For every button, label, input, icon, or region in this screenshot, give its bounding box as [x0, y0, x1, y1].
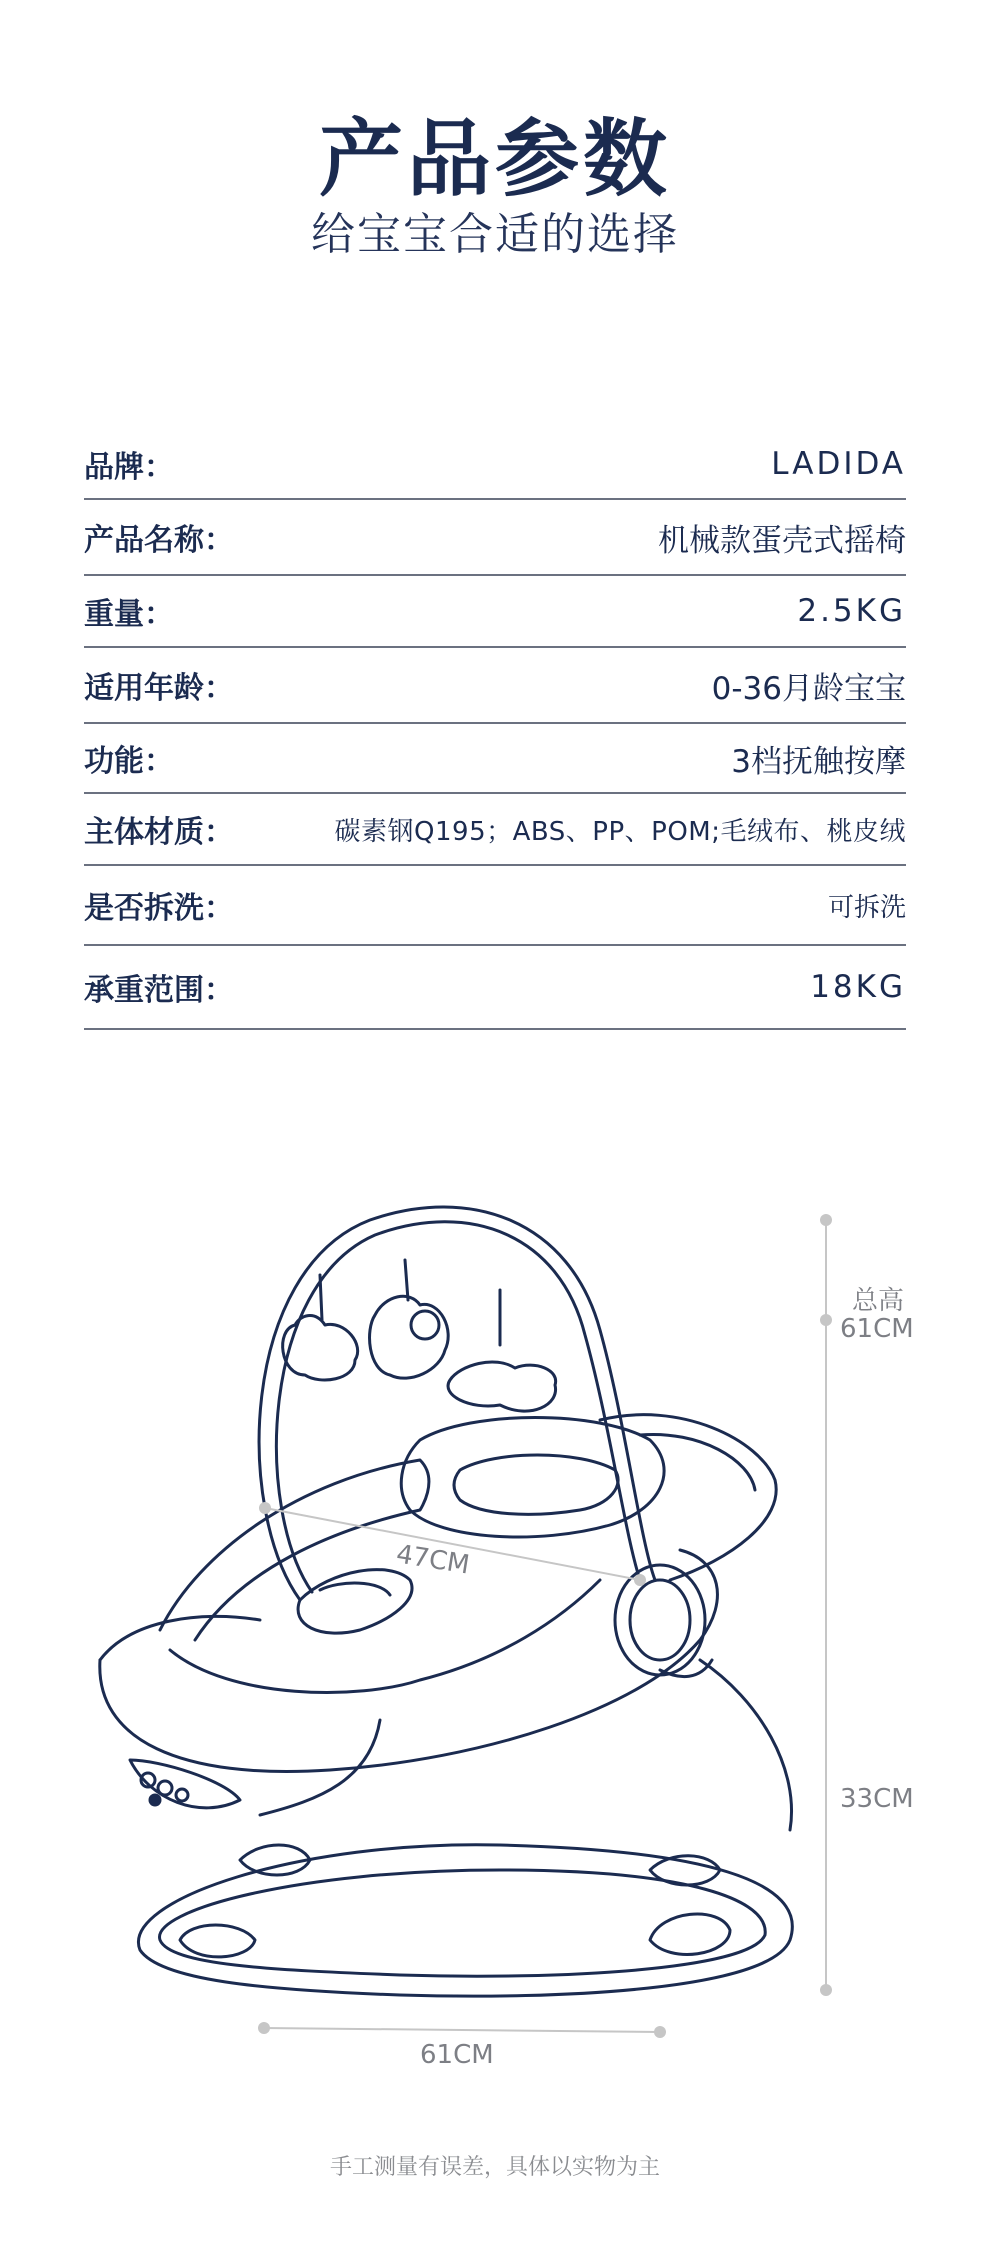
spec-value: 2.5KG	[797, 593, 906, 629]
spec-label: 重量：	[84, 597, 174, 632]
spec-row-material	[84, 794, 906, 866]
spec-row-age	[84, 648, 906, 724]
total-height-label: 总高	[852, 1286, 905, 1316]
spec-row-function	[84, 724, 906, 794]
spec-value: 机械款蛋壳式摇椅	[658, 522, 906, 559]
page-title: 产品参数	[318, 110, 671, 208]
page-subtitle: 给宝宝合适的选择	[311, 209, 679, 260]
footnote: 手工测量有误差，具体以实物为主	[329, 2155, 660, 2180]
spec-value: 18KG	[810, 969, 906, 1005]
spec-label: 品牌：	[84, 450, 174, 485]
seat-height-value: 33CM	[840, 1784, 914, 1814]
spec-row-load	[84, 946, 906, 1030]
spec-row-product-name	[84, 500, 906, 576]
spec-label: 适用年龄：	[84, 671, 234, 706]
spec-table	[84, 430, 906, 1030]
spec-value: 3档抚触按摩	[731, 743, 906, 780]
spec-row-washable	[84, 866, 906, 946]
base-width-value: 61CM	[420, 2040, 494, 2070]
seat-width-value: 47CM	[394, 1539, 472, 1581]
spec-value: 碳素钢Q195；ABS、PP、POM;毛绒布、桃皮绒	[334, 816, 906, 847]
total-height-value: 61CM	[840, 1314, 914, 1344]
spec-label: 主体材质：	[84, 815, 234, 850]
spec-value: 可拆洗	[827, 892, 906, 923]
spec-label: 功能：	[84, 744, 174, 779]
spec-value: LADIDA	[771, 446, 906, 482]
spec-label: 承重范围：	[84, 973, 234, 1008]
spec-label: 是否拆洗：	[84, 891, 234, 926]
spec-label: 产品名称：	[84, 523, 234, 558]
spec-row-weight	[84, 576, 906, 648]
product-diagram	[0, 1180, 990, 2080]
spec-row-brand	[84, 430, 906, 500]
spec-value: 0-36月龄宝宝	[711, 670, 906, 707]
